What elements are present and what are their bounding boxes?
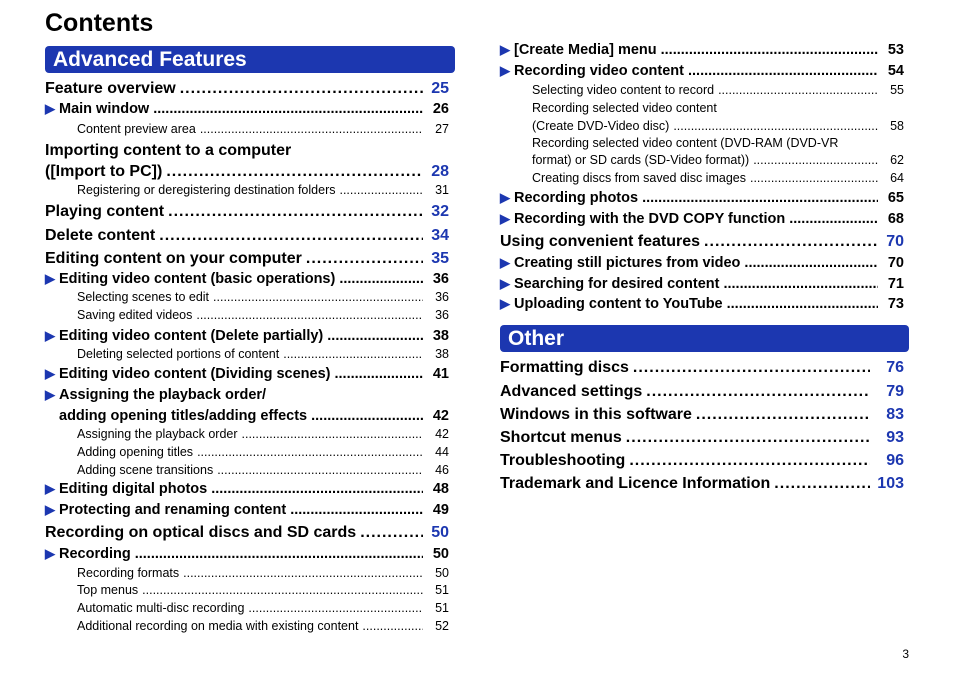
toc-entry[interactable] <box>77 347 449 361</box>
toc-entry-page: 36 <box>435 290 449 304</box>
toc-entry[interactable] <box>500 475 904 493</box>
toc-entry[interactable] <box>500 255 904 271</box>
arrow-icon: ▶ <box>500 42 510 57</box>
toc-entry-label: Additional recording on media with existing content <box>77 619 359 633</box>
dot-leader <box>362 619 423 633</box>
arrow-icon: ▶ <box>45 387 55 402</box>
toc-entry-label: Assigning the playback order <box>77 427 238 441</box>
toc-entry-page: 68 <box>887 211 904 227</box>
dot-leader <box>283 347 423 361</box>
dot-leader <box>306 250 423 268</box>
page-title: Contents <box>45 9 154 37</box>
dot-leader <box>626 429 870 447</box>
toc-entry[interactable] <box>77 463 449 477</box>
dot-leader <box>642 190 878 206</box>
toc-entry-page: 36 <box>432 271 449 287</box>
toc-entry-page: 50 <box>431 524 449 541</box>
toc-entry-label <box>532 136 838 150</box>
toc-entry-label: Delete content <box>45 227 156 244</box>
toc-entry[interactable] <box>77 183 449 197</box>
toc-entry-page: 52 <box>435 619 449 633</box>
toc-entry-label: [Create Media] menu <box>514 42 657 58</box>
section-band-other: Other <box>500 325 909 352</box>
toc-entry[interactable] <box>45 481 449 497</box>
dot-leader <box>360 524 423 542</box>
dot-leader <box>661 42 878 58</box>
toc-entry-text: Recording selected video content <box>532 101 717 115</box>
toc-entry-page: 53 <box>887 42 904 58</box>
toc-entry-label: adding opening titles/adding effects <box>59 408 308 424</box>
toc-entry-page: 62 <box>890 153 904 167</box>
toc-entry[interactable] <box>59 408 449 424</box>
toc-entry-label: Editing video content (Delete partially) <box>59 328 324 344</box>
arrow-icon: ▶ <box>45 328 55 343</box>
toc-entry-label: Recording photos <box>514 190 639 206</box>
toc-entry-page: 51 <box>435 601 449 615</box>
toc-entry[interactable] <box>500 429 904 447</box>
toc-entry-label: Advanced settings <box>500 383 643 400</box>
dot-leader <box>159 227 423 245</box>
toc-entry-page: 42 <box>432 408 449 424</box>
toc-entry-label: Selecting video content to record <box>532 83 715 97</box>
dot-leader <box>153 101 423 117</box>
toc-entry-page: 27 <box>435 122 449 136</box>
dot-leader <box>727 296 878 312</box>
toc-entry-label: Recording with the DVD COPY function <box>514 211 786 227</box>
toc-entry[interactable] <box>500 42 904 58</box>
toc-entry[interactable] <box>500 190 904 206</box>
toc-entry[interactable] <box>45 80 449 98</box>
toc-entry[interactable] <box>45 203 449 221</box>
arrow-icon: ▶ <box>45 101 55 116</box>
toc-entry-page: 41 <box>432 366 449 382</box>
toc-entry[interactable] <box>77 290 449 304</box>
toc-entry[interactable] <box>77 122 449 136</box>
dot-leader <box>248 601 423 615</box>
dot-leader <box>704 233 878 251</box>
toc-entry-label <box>45 387 267 403</box>
toc-entry-page: 35 <box>431 250 449 267</box>
dot-leader <box>200 122 423 136</box>
toc-entry[interactable] <box>45 546 449 562</box>
dot-leader <box>135 546 423 562</box>
toc-entry-label: Trademark and Licence Information <box>500 475 771 492</box>
toc-entry-page: 44 <box>435 445 449 459</box>
toc-entry-label: Top menus <box>77 583 139 597</box>
toc-entry[interactable] <box>500 296 904 312</box>
dot-leader <box>753 153 878 167</box>
toc-entry-text: Assigning the playback order/ <box>59 387 267 403</box>
toc-entry-page: 34 <box>431 227 449 244</box>
toc-entry-label: Creating still pictures from video <box>514 255 741 271</box>
dot-leader <box>339 183 423 197</box>
toc-entry-label <box>45 142 291 160</box>
toc-entry-page: 55 <box>890 83 904 97</box>
toc-entry-text: Importing content to a computer <box>45 142 292 159</box>
toc-entry[interactable] <box>500 383 904 401</box>
dot-leader <box>180 80 423 98</box>
toc-entry-label: Editing video content (basic operations) <box>59 271 336 287</box>
arrow-icon: ▶ <box>45 481 55 496</box>
toc-entry-page: 83 <box>886 406 904 423</box>
toc-entry[interactable] <box>45 328 449 344</box>
toc-entry-label: Selecting scenes to edit <box>77 290 210 304</box>
toc-entry-page: 65 <box>887 190 904 206</box>
toc-entry-page: 73 <box>887 296 904 312</box>
toc-entry[interactable] <box>500 211 904 227</box>
dot-leader <box>718 83 878 97</box>
toc-entry-page: 26 <box>432 101 449 117</box>
dot-leader <box>142 583 423 597</box>
toc-entry[interactable] <box>77 619 449 633</box>
toc-entry-page: 79 <box>886 383 904 400</box>
toc-entry[interactable] <box>532 153 904 167</box>
toc-entry[interactable] <box>77 308 449 322</box>
toc-entry[interactable] <box>500 276 904 292</box>
toc-entry-page: 70 <box>886 233 904 250</box>
arrow-icon: ▶ <box>500 190 510 205</box>
dot-leader <box>339 271 423 287</box>
dot-leader <box>646 383 870 401</box>
toc-entry-label: Saving edited videos <box>77 308 193 322</box>
section-band-advanced-features: Advanced Features <box>45 46 455 73</box>
dot-leader <box>213 290 423 304</box>
toc-entry[interactable] <box>45 271 449 287</box>
toc-entry[interactable] <box>77 601 449 615</box>
toc-entry-page: 54 <box>887 63 904 79</box>
toc-entry-label: Uploading content to YouTube <box>514 296 723 312</box>
arrow-icon: ▶ <box>45 502 55 517</box>
dot-leader <box>629 452 870 470</box>
dot-leader <box>789 211 878 227</box>
toc-entry-label: Using convenient features <box>500 233 701 250</box>
arrow-icon: ▶ <box>500 276 510 291</box>
arrow-icon: ▶ <box>500 255 510 270</box>
toc-entry[interactable] <box>77 445 449 459</box>
toc-entry-page: 42 <box>435 427 449 441</box>
toc-entry-text: Recording selected video content (DVD-RAM (DVD-VR <box>532 136 839 150</box>
toc-entry-page: 50 <box>435 566 449 580</box>
toc-entry[interactable] <box>77 583 449 597</box>
toc-entry-label <box>532 101 717 115</box>
dot-leader <box>744 255 878 271</box>
toc-entry[interactable] <box>45 163 449 181</box>
toc-entry-label: Editing digital photos <box>59 481 208 497</box>
toc-entry[interactable] <box>532 119 904 133</box>
dot-leader <box>290 502 423 518</box>
toc-entry-label: Feature overview <box>45 80 176 97</box>
toc-entry-label: Shortcut menus <box>500 429 622 446</box>
toc-entry-label: Searching for desired content <box>514 276 720 292</box>
page-number: 3 <box>902 647 909 661</box>
toc-entry-label: Adding opening titles <box>77 445 194 459</box>
toc-entry[interactable] <box>532 171 904 185</box>
toc-entry[interactable] <box>77 566 449 580</box>
toc-entry[interactable] <box>500 406 904 424</box>
toc-entry-page: 103 <box>877 475 904 492</box>
toc-entry-page: 38 <box>435 347 449 361</box>
toc-entry[interactable] <box>532 83 904 97</box>
toc-entry-page: 36 <box>435 308 449 322</box>
toc-entry-label: Main window <box>59 101 150 117</box>
toc-entry[interactable] <box>500 452 904 470</box>
dot-leader <box>774 475 870 493</box>
dot-leader <box>696 406 870 424</box>
arrow-icon: ▶ <box>45 366 55 381</box>
toc-entry-page: 48 <box>432 481 449 497</box>
toc-entry-page: 93 <box>886 429 904 446</box>
toc-entry-page: 51 <box>435 583 449 597</box>
toc-entry-label: format) or SD cards (SD-Video format)) <box>532 153 750 167</box>
toc-entry[interactable] <box>500 359 904 377</box>
dot-leader <box>688 63 878 79</box>
toc-entry-label: Content preview area <box>77 122 196 136</box>
dot-leader <box>311 408 423 424</box>
dot-leader <box>168 203 423 221</box>
toc-entry[interactable] <box>45 524 449 542</box>
dot-leader <box>750 171 878 185</box>
dot-leader <box>723 276 878 292</box>
toc-entry[interactable] <box>45 250 449 268</box>
toc-entry-label: Recording video content <box>514 63 684 79</box>
toc-entry-label: (Create DVD-Video disc) <box>532 119 670 133</box>
dot-leader <box>673 119 878 133</box>
toc-entry-label: Creating discs from saved disc images <box>532 171 746 185</box>
dot-leader <box>197 445 423 459</box>
dot-leader <box>183 566 423 580</box>
toc-entry-label: Deleting selected portions of content <box>77 347 280 361</box>
toc-entry[interactable] <box>500 63 904 79</box>
toc-entry[interactable] <box>500 233 904 251</box>
arrow-icon: ▶ <box>500 63 510 78</box>
arrow-icon: ▶ <box>45 546 55 561</box>
toc-entry-label: Recording on optical discs and SD cards <box>45 524 357 541</box>
toc-entry-page: 50 <box>432 546 449 562</box>
arrow-icon: ▶ <box>500 211 510 226</box>
dot-leader <box>327 328 423 344</box>
dot-leader <box>242 427 423 441</box>
toc-entry-label: Editing video content (Dividing scenes) <box>59 366 331 382</box>
arrow-icon: ▶ <box>500 296 510 311</box>
toc-entry-page: 28 <box>431 163 449 180</box>
toc-entry-label: Troubleshooting <box>500 452 626 469</box>
toc-entry-label: Recording formats <box>77 566 180 580</box>
dot-leader <box>633 359 870 377</box>
toc-entry[interactable] <box>77 427 449 441</box>
toc-entry-page: 25 <box>431 80 449 97</box>
toc-entry-page: 71 <box>887 276 904 292</box>
toc-entry[interactable] <box>45 227 449 245</box>
toc-entry-page: 46 <box>435 463 449 477</box>
dot-leader <box>166 163 423 181</box>
dot-leader <box>211 481 423 497</box>
toc-entry-page: 31 <box>435 183 449 197</box>
toc-entry-page: 76 <box>886 359 904 376</box>
toc-entry-label: Protecting and renaming content <box>59 502 287 518</box>
dot-leader <box>335 366 424 382</box>
toc-entry-label: Formatting discs <box>500 359 629 376</box>
toc-entry-page: 58 <box>890 119 904 133</box>
toc-entry-label: Adding scene transitions <box>77 463 214 477</box>
toc-entry-label: Automatic multi-disc recording <box>77 601 245 615</box>
toc-entry-label: Editing content on your computer <box>45 250 302 267</box>
arrow-icon: ▶ <box>45 271 55 286</box>
toc-entry-label: Recording <box>59 546 131 562</box>
toc-entry-page: 38 <box>432 328 449 344</box>
toc-entry-page: 49 <box>432 502 449 518</box>
toc-entry[interactable] <box>45 502 449 518</box>
toc-entry-page: 70 <box>887 255 904 271</box>
toc-entry-label: ([Import to PC]) <box>45 163 163 180</box>
toc-entry-label: Registering or deregistering destination folders <box>77 183 336 197</box>
toc-entry-page: 64 <box>890 171 904 185</box>
toc-entry[interactable] <box>45 366 449 382</box>
dot-leader <box>196 308 423 322</box>
toc-entry-label: Windows in this software <box>500 406 692 423</box>
dot-leader <box>217 463 423 477</box>
toc-entry-page: 96 <box>886 452 904 469</box>
toc-entry-label: Playing content <box>45 203 165 220</box>
toc-entry-page: 32 <box>431 203 449 220</box>
toc-entry[interactable] <box>45 101 449 117</box>
